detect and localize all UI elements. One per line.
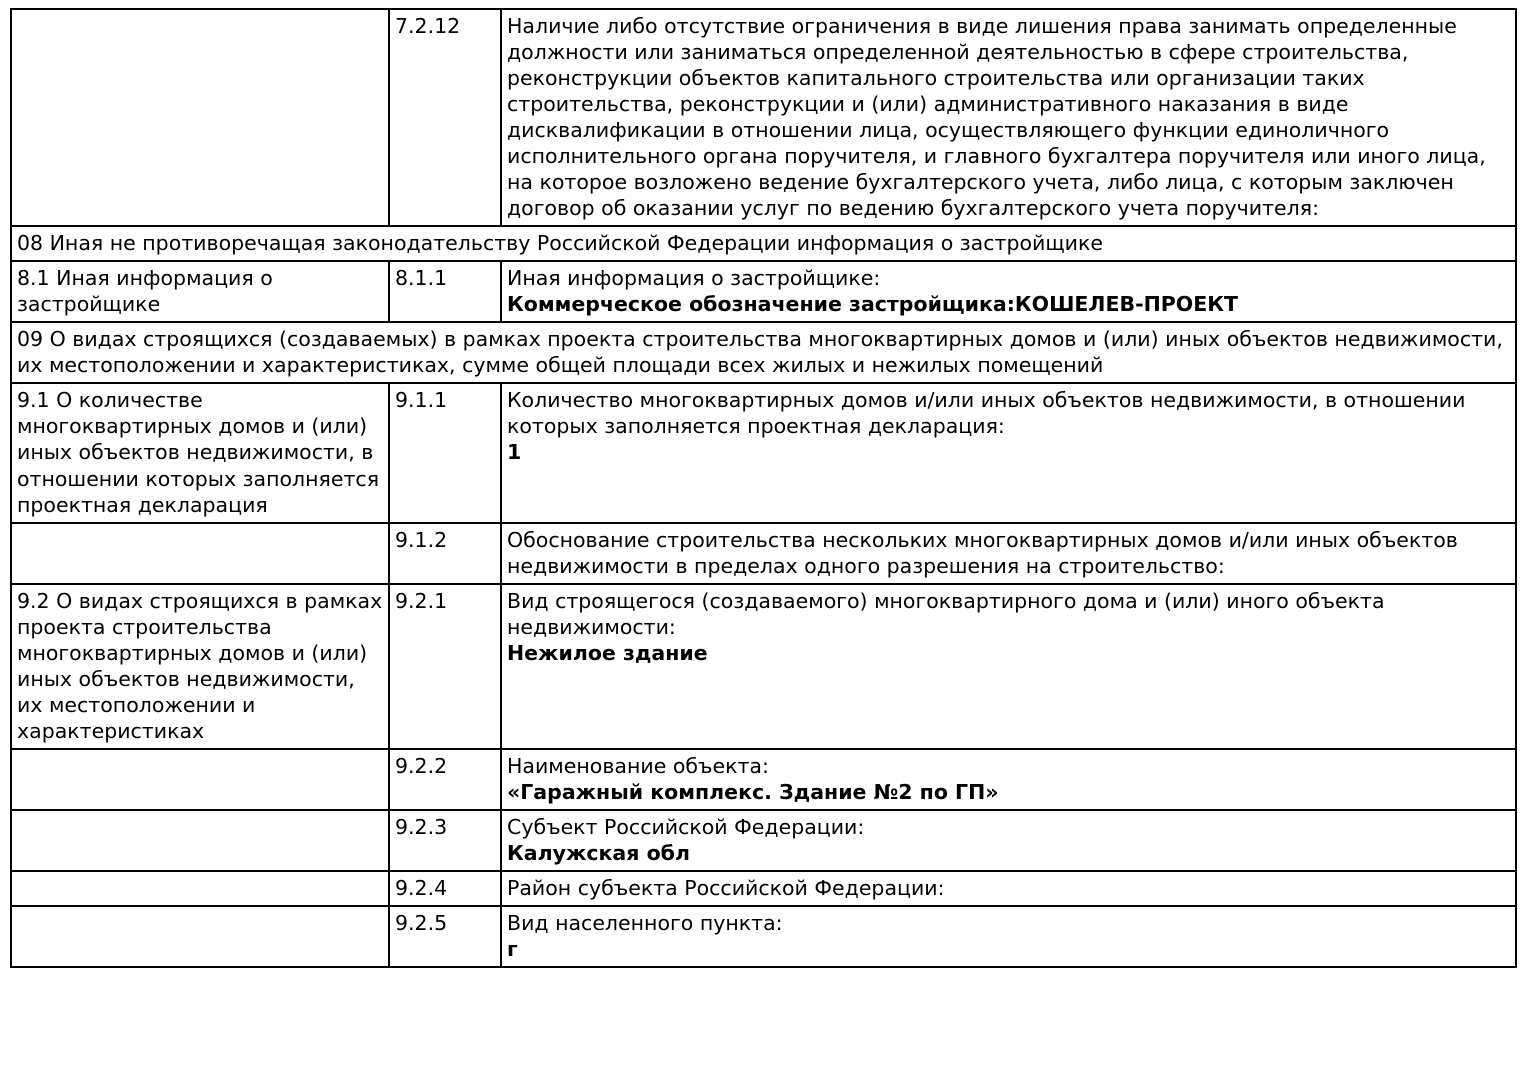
row-label-empty <box>11 810 389 871</box>
table-row <box>11 383 1516 522</box>
content-text: Наименование объекта: <box>507 753 769 778</box>
table-row <box>11 871 1516 906</box>
content-text: Иная информация о застройщике: <box>507 266 881 291</box>
row-content-9-2-5 <box>501 906 1516 967</box>
table-section-row <box>11 322 1516 383</box>
table-row <box>11 261 1516 322</box>
row-label-empty <box>11 749 389 810</box>
row-label-empty <box>11 871 389 906</box>
content-value: 1 <box>507 440 522 465</box>
row-index-8-1-1: 8.1.1 <box>389 261 501 322</box>
content-text: Вид населенного пункта: <box>507 910 783 935</box>
row-content-8-1-1 <box>501 261 1516 322</box>
row-index-9-1-1: 9.1.1 <box>389 383 501 522</box>
row-index-9-2-4: 9.2.4 <box>389 871 501 906</box>
row-label-empty <box>11 906 389 967</box>
content-text: Обоснование строительства нескольких многоквартирных домов и/или иных объектов недвижимости в пределах одного разрешения на строительство: <box>507 527 1458 578</box>
content-value: «Гаражный комплекс. Здание №2 по ГП» <box>507 779 999 804</box>
content-text: Район субъекта Российской Федерации: <box>507 875 945 900</box>
row-content-9-2-1 <box>501 584 1516 749</box>
table-row <box>11 749 1516 810</box>
row-content-9-2-2 <box>501 749 1516 810</box>
content-text: Наличие либо отсутствие ограничения в виде лишения права занимать определенные должности или заниматься определенной деятельностью в сфере строительства, реконструкции объектов капитального строительства или организации таких строительства, реконструкции и (или) административного наказания в виде дисквалификации в отношении лица, осуществляющего функции единоличного исполнительного органа поручителя, и главного бухгалтера поручителя или иного лица, на которое возложено ведение бухгалтерского учета, либо лица, с которым заключен договор об оказании услуг по ведению бухгалтерского учета поручителя: <box>507 14 1486 221</box>
row-content-9-2-3 <box>501 810 1516 871</box>
table-row <box>11 906 1516 967</box>
row-index-9-2-2: 9.2.2 <box>389 749 501 810</box>
table-section-row <box>11 226 1516 261</box>
row-label-8-1: 8.1 Иная информация о застройщике <box>11 261 389 322</box>
row-content-9-1-1 <box>501 383 1516 522</box>
content-text: Вид строящегося (создаваемого) многоквартирного дома и (или) иного объекта недвижимости: <box>507 588 1385 639</box>
row-index-9-1-2: 9.1.2 <box>389 523 501 584</box>
row-label-empty <box>11 523 389 584</box>
row-index-9-2-1: 9.2.1 <box>389 584 501 749</box>
table-row <box>11 584 1516 749</box>
row-index-9-2-5: 9.2.5 <box>389 906 501 967</box>
row-content-7-2-12 <box>501 9 1516 226</box>
table-row <box>11 810 1516 871</box>
row-label-7-2-12 <box>11 9 389 226</box>
section-heading-08: 08 Иная не противоречащая законодательству Российской Федерации информация о застройщике <box>11 226 1516 261</box>
table-row <box>11 9 1516 226</box>
table-row <box>11 523 1516 584</box>
declaration-table <box>10 8 1517 968</box>
row-label-9-1: 9.1 О количестве многоквартирных домов и (или) иных объектов недвижимости, в отношении которых заполняется проектная декларация <box>11 383 389 522</box>
content-value: Нежилое здание <box>507 640 708 665</box>
row-index-9-2-3: 9.2.3 <box>389 810 501 871</box>
content-value: Коммерческое обозначение застройщика:КОШЕЛЕВ-ПРОЕКТ <box>507 292 1238 317</box>
content-text: Субъект Российской Федерации: <box>507 814 865 839</box>
row-label-9-2: 9.2 О видах строящихся в рамках проекта строительства многоквартирных домов и (или) иных объектов недвижимости, их местоположении и характеристиках <box>11 584 389 749</box>
content-value: Калужская обл <box>507 840 690 865</box>
row-index-7-2-12: 7.2.12 <box>389 9 501 226</box>
row-content-9-1-2 <box>501 523 1516 584</box>
section-heading-09: 09 О видах строящихся (создаваемых) в рамках проекта строительства многоквартирных домов и (или) иных объектов недвижимости, их местоположении и характеристиках, сумме общей площади всех жилых и нежилых помещений <box>11 322 1516 383</box>
content-value: г <box>507 937 518 961</box>
content-text: Количество многоквартирных домов и/или иных объектов недвижимости, в отношении которых заполняется проектная декларация: <box>507 388 1466 439</box>
row-content-9-2-4 <box>501 871 1516 906</box>
